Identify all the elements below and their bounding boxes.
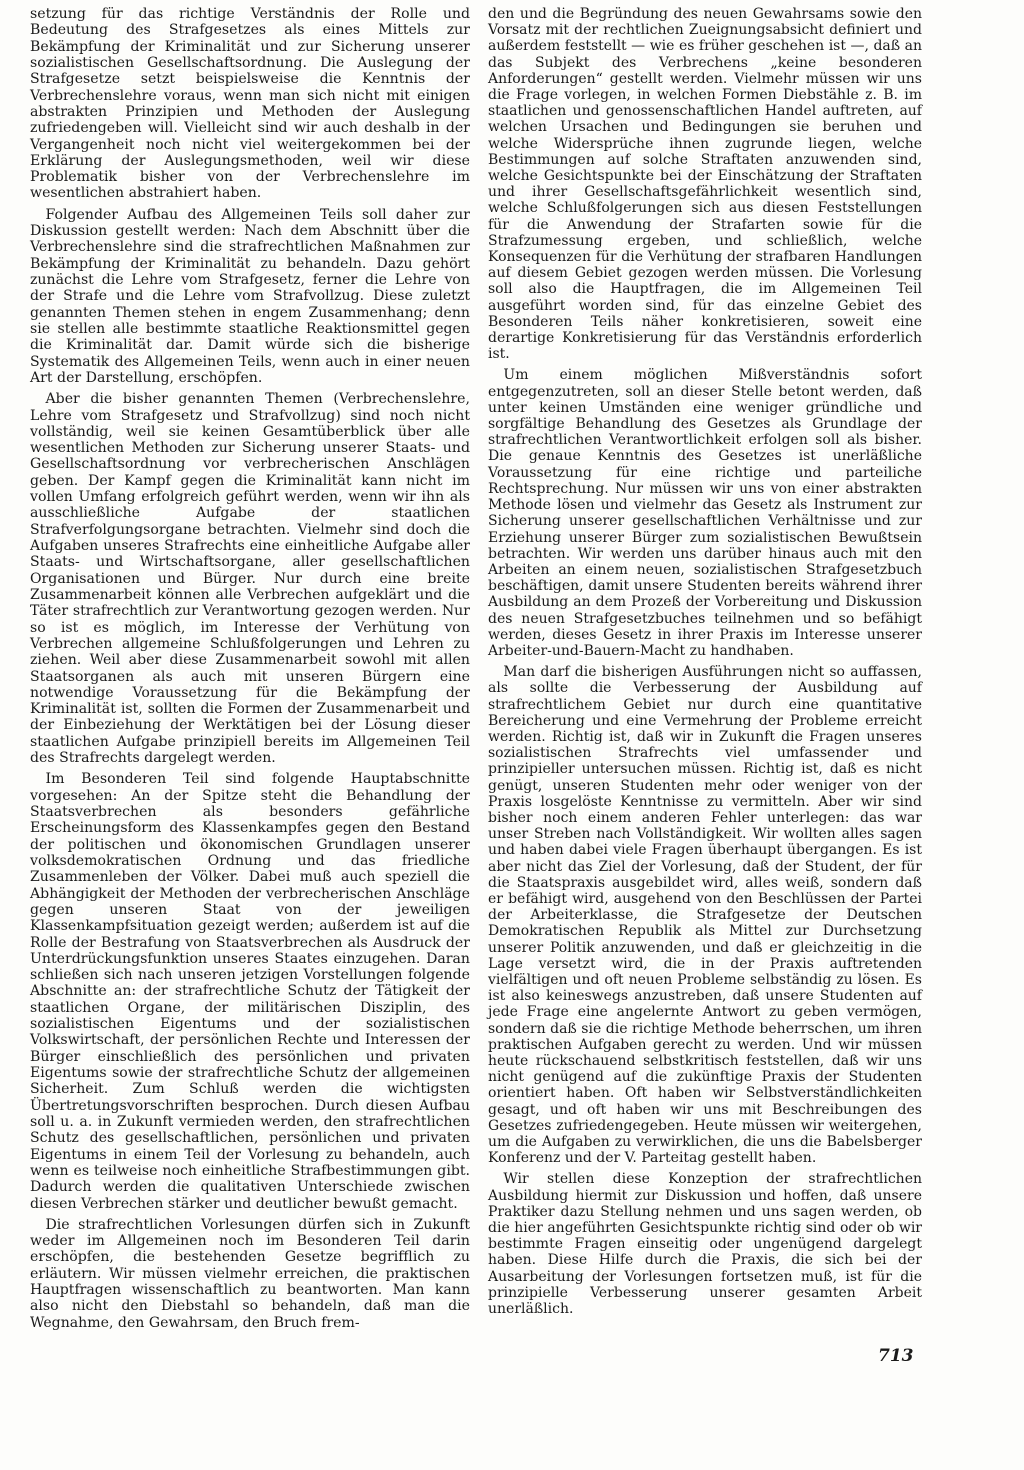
paragraph: Im Besonderen Teil sind folgende Hauptabschnitte vorgesehen: An der Spitze steht die Behandlung der Staatsverbrechen als besonders gefährliche Erscheinungsform des Klassenkampfes gegen den Bestand der politischen und ökonomischen Grundlagen unserer volksdemokratischen Ordnung und das friedliche Zusammenleben der Völker. Dabei muß auch speziell die Abhängigkeit der Methoden der verbrecherischen Anschläge gegen unseren Staat von der jeweiligen Klassenkampfsituation gezeigt werden; außerdem ist auf die Rolle der Bestrafung von Staatsverbrechen als Ausdruck der Unterdrückungsfunktion unseres Staates einzugehen. Daran schließen sich nach unseren jetzigen Vorstellungen folgende Abschnitte an: der strafrechtliche Schutz der Tätigkeit der staatlichen Organe, der militärischen Disziplin, des sozialistischen Eigentums und der sozialistischen Volkswirtschaft, der persönlichen Rechte und Interessen der Bürger einschließlich des persönlichen und privaten Eigentums sowie der strafrechtliche Schutz der allgemeinen Sicherheit. Zum Schluß werden die wichtigsten Übertretungsvorschriften besprochen. Durch diesen Aufbau soll u. a. in Zukunft vermieden werden, den strafrechtlichen Schutz des gesellschaftlichen, persönlichen und privaten Eigentums in einem Teil der Vorlesung zu behandeln, auch wenn es teilweise noch einheitliche Strafbestimmungen gibt. Dadurch werden die qualitativen Unterschiede zwischen diesen Verbrechen stärker und deutlicher bewußt gemacht. bbox=[30, 771, 470, 1212]
paragraph: Wir stellen diese Konzeption der strafrechtlichen Ausbildung hiermit zur Diskussion und hoffen, daß unsere Praktiker dazu Stellung nehmen und uns sagen werden, ob die hier angeführten Gesichtspunkte richtig sind oder ob wir bestimmte Fragen einseitig oder ungenügend dargelegt haben. Diese Hilfe durch die Praxis, die sich bei der Ausarbeitung der Vorlesungen fortsetzen muß, ist für die prinzipielle Verbesserung unserer gesamten Arbeit unerläßlich. bbox=[488, 1171, 922, 1318]
paragraph: Die strafrechtlichen Vorlesungen dürfen sich in Zukunft weder im Allgemeinen noch im Besonderen Teil darin erschöpfen, die bestehenden Gesetze begrifflich zu erläutern. Wir müssen vielmehr erreichen, die praktischen Hauptfragen wissenschaftlich zu beantworten. Man kann also nicht den Diebstahl so behandeln, daß man die Wegnahme, den Gewahrsam, den Bruch frem- bbox=[30, 1216, 470, 1331]
paragraph: Aber die bisher genannten Themen (Verbrechenslehre, Lehre vom Strafgesetz und Strafvollzug) sind noch nicht vollständig, weil sie keinen Gesamtüberblick über alle wesentlichen Methoden zur Sicherung unserer Staats- und Gesellschaftsordnung vor verbrecherischen Anschlägen geben. Der Kampf gegen die Kriminalität kann nicht im vollen Umfang erfolgreich geführt werden, wenn wir ihn als ausschließliche Aufgabe der staatlichen Strafverfolgungsorgane betrachten. Vielmehr sind doch die Aufgaben unseres Strafrechts eine einheitliche Aufgabe aller Staats- und Wirtschaftsorgane, aller gesellschaftlichen Organisationen und Bürger. Nur durch eine breite Zusammenarbeit können alle Verbrechen aufgeklärt und die Täter strafrechtlich zur Verantwortung gezogen werden. Nur so ist es möglich, im Interesse der Verhütung von Verbrechen allgemeine Schlußfolgerungen und Lehren zu ziehen. Weil aber diese Zusammenarbeit sowohl mit allen Staatsorganen als auch mit unseren Bürgern eine notwendige Voraussetzung für die Bekämpfung der Kriminalität ist, sollten die Formen der Zusammenarbeit und der Einbeziehung der Werktätigen bei der Lösung dieser staatlichen Aufgabe prinzipiell bereits im Allgemeinen Teil des Strafrechts dargelegt werden. bbox=[30, 391, 470, 767]
left-text-column bbox=[30, 6, 470, 1331]
paragraph: setzung für das richtige Verständnis der Rolle und Bedeutung des Strafgesetzes als eines Mittels zur Bekämpfung der Kriminalität und zur Sicherung unserer sozialistischen Gesellschaftsordnung. Die Auslegung der Strafgesetze setzt beispielsweise die Kenntnis der Verbrechenslehre voraus, wenn man sich nicht mit einigen abstrakten Prinzipien und Methoden der Auslegung zufriedengeben will. Vielleicht sind wir auch deshalb in der Vergangenheit noch nicht viel weitergekommen bei der Erklärung der Auslegungsmethoden, weil wir diese Problematik bisher von der Verbrechenslehre im wesentlichen abstrahiert haben. bbox=[30, 6, 470, 202]
paragraph: Folgender Aufbau des Allgemeinen Teils soll daher zur Diskussion gestellt werden: Nach dem Abschnitt über die Verbrechenslehre sind die strafrechtlichen Maßnahmen zur Bekämpfung der Kriminalität zu behandeln. Dazu gehört zunächst die Lehre vom Strafgesetz, ferner die Lehre von der Strafe und die Lehre vom Strafvollzug. Diese zuletzt genannten Themen stehen in engem Zusammenhang; denn sie stellen alle bestimmte staatliche Reaktionsmittel gegen die Kriminalität dar. Damit würde sich die bisherige Systematik des Allgemeinen Teils, wenn auch in einer neuen Art der Darstellung, erschöpfen. bbox=[30, 206, 470, 386]
paragraph: den und die Begründung des neuen Gewahrsams sowie den Vorsatz mit der rechtlichen Zueignungsabsicht definiert und außerdem feststellt — wie es früher geschehen ist —, daß an das Subjekt des Verbrechens „keine besonderen Anforderungen“ gestellt werden. Vielmehr müssen wir uns die Frage vorlegen, in welchen Formen Diebstähle z. B. im staatlichen und genossenschaftlichen Handel auftreten, auf welchen Ursachen und Bedingungen sie beruhen und welche Widersprüche ihnen zugrunde liegen, welche Bestimmungen auf solche Straftaten anzuwenden sind, welche Gesichtspunkte bei der Einschätzung der Straftaten und ihrer Gesellschaftsgefährlichkeit wesentlich sind, welche Schlußfolgerungen sich aus diesen Feststellungen für die Anwendung der Strafarten sowie für die Strafzumessung ergeben, und schließlich, welche Konsequenzen für die Verhütung der strafbaren Handlungen auf diesem Gebiet gezogen werden müssen. Die Vorlesung soll also die Hauptfragen, die im Allgemeinen Teil ausgeführt worden sind, für das einzelne Gebiet des Besonderen Teils näher konkretisieren, soweit eine derartige Konkretisierung für das Verständnis erforderlich ist. bbox=[488, 6, 922, 363]
page-number: 713 bbox=[878, 1346, 914, 1366]
paragraph: Um einem möglichen Mißverständnis sofort entgegenzutreten, soll an dieser Stelle betont werden, daß unter keinen Umständen eine weniger gründliche und sorgfältige Behandlung des Gesetzes als Grundlage der strafrechtlichen Verantwortlichkeit erfolgen soll als bisher. Die genaue Kenntnis des Gesetzes ist unerläßliche Voraussetzung für eine richtige und parteiliche Rechtsprechung. Nur müssen wir uns von einer abstrakten Methode lösen und vielmehr das Gesetz als Instrument zur Sicherung unserer gesellschaftlichen Verhältnisse und zur Erziehung unserer Bürger zum sozialistischen Bewußtsein betrachten. Wir werden uns darüber hinaus auch mit den Arbeiten an einem neuen, sozialistischen Strafgesetzbuch beschäftigen, damit unsere Studenten bereits während ihrer Ausbildung an dem Prozeß der Vorbereitung und Diskussion des neuen Strafgesetzbuches teilnehmen und so befähigt werden, dieses Gesetz in ihrer Praxis im Interesse unserer Arbeiter-und-Bauern-Macht zu handhaben. bbox=[488, 367, 922, 659]
paragraph: Man darf die bisherigen Ausführungen nicht so auffassen, als sollte die Verbesserung der Ausbildung auf strafrechtlichem Gebiet nur durch eine quantitative Bereicherung und eine Vermehrung der Probleme erreicht werden. Richtig ist, daß wir in Zukunft die Fragen unseres sozialistischen Strafrechts viel umfassender und prinzipieller untersuchen müssen. Richtig ist, daß es nicht genügt, unseren Studenten mehr oder weniger von der Praxis losgelöste Kenntnisse zu vermitteln. Aber wir sind bisher noch einem anderen Fehler unterlegen: das war unser Streben nach Vollständigkeit. Wir wollten alles sagen und haben dabei viele Fragen überhaupt übergangen. Es ist aber nicht das Ziel der Vorlesung, daß der Student, der für die Staatspraxis ausgebildet wird, alles weiß, sondern daß er befähigt wird, ausgehend von den Beschlüssen der Partei der Arbeiterklasse, die Strafgesetze der Deutschen Demokratischen Republik als Mittel zur Durchsetzung unserer Politik anzuwenden, und daß er gleichzeitig in die Lage versetzt wird, die in der Praxis auftretenden vielfältigen und oft neuen Probleme selbständig zu lösen. Es ist also keineswegs anzustreben, daß unsere Studenten auf jede Frage eine angelernte Antwort zu geben vermögen, sondern daß sie die richtige Methode beherrschen, um ihren praktischen Aufgaben gerecht zu werden. Und wir müssen heute rückschauend selbstkritisch feststellen, daß wir uns nicht genügend auf die zukünftige Praxis der Studenten orientiert haben. Oft haben wir Selbstverständlichkeiten gesagt, und oft haben wir uns mit Beschreibungen des Gesetzes zufriedengegeben. Heute müssen wir weitergehen, um die Aufgaben zu verwirklichen, die uns die Babelsberger Konferenz und der V. Parteitag gestellt haben. bbox=[488, 664, 922, 1167]
right-text-column bbox=[488, 6, 922, 1317]
